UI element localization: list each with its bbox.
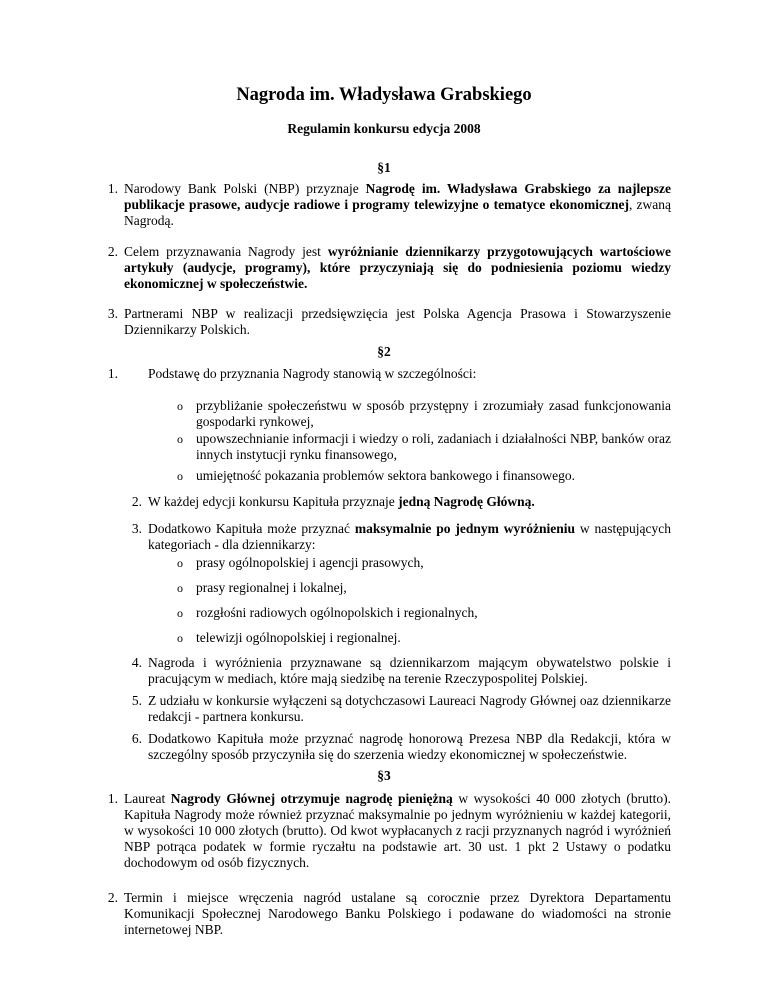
s1-item-2: Celem przyznawania Nagrody jest wyróżnianie dziennikarzy przygotowujących wartościowe artykuły (audycje, programy), które przyczyniają się do podniesienia poziomu wiedzy ekonomicznej w społeczeństwie. bbox=[124, 244, 672, 291]
s2-criterion-2: upowszechnianie informacji i wiedzy o roli, zadaniach i działalności NBP, banków oraz innych instytucji rynku finansowego, bbox=[196, 431, 671, 462]
s2-item-1-number: 1. bbox=[107, 366, 118, 381]
s2-category-2: prasy regionalnej i lokalnej, bbox=[196, 580, 347, 595]
s2-item-1: Podstawę do przyznania Nagrody stanowią w szczególności: bbox=[148, 366, 477, 381]
s2-item-6-number: 6. bbox=[131, 731, 142, 746]
document-title: Nagroda im. Władysława Grabskiego bbox=[236, 85, 532, 105]
s1-item-1-number: 1. bbox=[107, 181, 118, 196]
bullet-marker: o bbox=[177, 556, 183, 570]
s3-item-2-number: 2. bbox=[107, 890, 118, 905]
s3-item-2: Termin i miejsce wręczenia nagród ustalane są corocznie przez Dyrektora Departamentu Komunikacji Społecznej Narodowego Banku Polskiego i podawane do wiadomości na stronie internetowej NBP. bbox=[124, 890, 671, 937]
bullet-marker: o bbox=[177, 581, 183, 595]
s1-item-1: Narodowy Bank Polski (NBP) przyznaje Nagrodę im. Władysława Grabskiego za najlepsze publikacje prasowe, audycje radiowe i programy telewizyjne o tematyce ekonomicznej, zwaną Nagrodą. bbox=[124, 181, 671, 228]
s2-item-5-number: 5. bbox=[131, 693, 142, 708]
section-2-heading: §2 bbox=[377, 344, 391, 359]
document-subtitle: Regulamin konkursu edycja 2008 bbox=[287, 121, 481, 136]
s2-criterion-3: umiejętność pokazania problemów sektora bankowego i finansowego. bbox=[196, 468, 576, 483]
s2-category-4: telewizji ogólnopolskiej i regionalnej. bbox=[196, 630, 401, 645]
s2-item-3: Dodatkowo Kapituła może przyznać maksymalnie po jednym wyróżnieniu w następujących kategoriach - dla dziennikarzy: bbox=[148, 521, 671, 552]
bullet-marker: o bbox=[177, 399, 183, 413]
section-1-heading: §1 bbox=[377, 160, 391, 175]
s2-item-4: Nagroda i wyróżnienia przyznawane są dziennikarzom mającym obywatelstwo polskie i pracującym w mediach, które mają siedzibę na terenie Rzeczypospolitej Polskiej. bbox=[148, 655, 671, 686]
s2-criterion-1: przybliżanie społeczeństwu w sposób przystępny i zrozumiały zasad funkcjonowania gospodarki rynkowej, bbox=[196, 398, 671, 429]
s2-item-5: Z udziału w konkursie wyłączeni są dotychczasowi Laureaci Nagrody Głównej oaz dziennikarze redakcji - partnera konkursu. bbox=[148, 693, 671, 724]
s2-item-3-number: 3. bbox=[131, 521, 142, 536]
bullet-marker: o bbox=[177, 606, 183, 620]
section-3-heading: §3 bbox=[377, 768, 391, 783]
s2-category-3: rozgłośni radiowych ogólnopolskich i regionalnych, bbox=[196, 605, 478, 620]
bullet-marker: o bbox=[177, 432, 183, 446]
s3-item-1: Laureat Nagrody Głównej otrzymuje nagrodę pieniężną w wysokości 40 000 złotych (brutto). Kapituła Nagrody może również przyznać maksymalnie po jednym wyróżnieniu w każdej kategorii, w wysokości 10 000 złotych (brutto). Od kwot wypłacanych z racji przyznanych nagród i wyróżnień NBP potrąca podatek w formie ryczałtu na podstawie art. 30 ust. 1 pkt 2 Ustawy o podatku dochodowym od osób fizycznych. bbox=[124, 791, 671, 870]
s2-item-4-number: 4. bbox=[131, 655, 142, 670]
s2-category-1: prasy ogólnopolskiej i agencji prasowych, bbox=[196, 555, 424, 570]
s2-item-2-number: 2. bbox=[131, 494, 142, 509]
bullet-marker: o bbox=[177, 631, 183, 645]
s2-item-6: Dodatkowo Kapituła może przyznać nagrodę honorową Prezesa NBP dla Redakcji, która w szczególny sposób przyczyniła się do szerzenia wiedzy ekonomicznej w społeczeństwie. bbox=[148, 731, 671, 762]
bullet-marker: o bbox=[177, 469, 183, 483]
s3-item-1-number: 1. bbox=[107, 791, 118, 806]
s1-item-3-number: 3. bbox=[107, 306, 118, 321]
s1-item-2-number: 2. bbox=[107, 244, 118, 259]
s2-item-2: W każdej edycji konkursu Kapituła przyznaje jedną Nagrodę Główną. bbox=[148, 494, 535, 509]
s1-item-3: Partnerami NBP w realizacji przedsięwzięcia jest Polska Agencja Prasowa i Stowarzyszenie Dziennikarzy Polskich. bbox=[124, 306, 671, 337]
